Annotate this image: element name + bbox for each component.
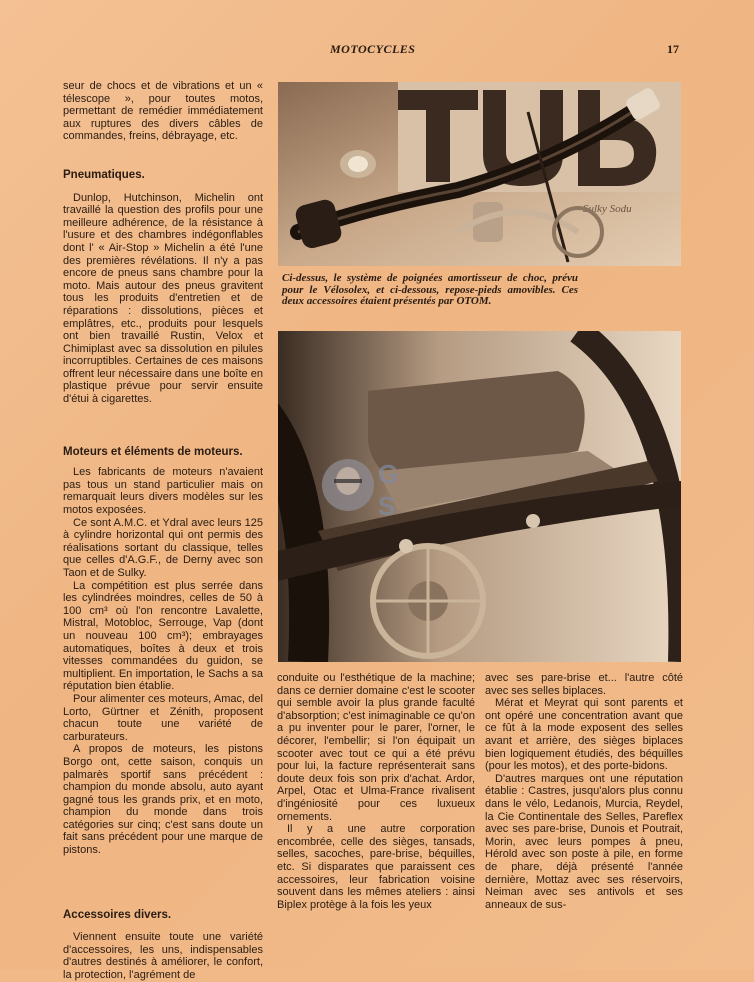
left-column <box>63 80 263 982</box>
collector-stamp <box>320 445 430 525</box>
svg-text:G: G <box>378 459 399 489</box>
paragraph: Dunlop, Hutchinson, Michelin ont travaillé la question des profils pour une meilleure adhérence, de la résistance à l'usure et des chambres indégonflables dont l' « Air-Stop » Michelin a été l'une des premières révélations. Il n'y a pas encore de pneus sans chambre pour la moto. Mais autour des pneus gravitent tous les produits d'entretien et de réparations : dissolutions, pièces et emplâtres, etc., produits pour lesquels ont bien travaillé Rustin, Velox et Chimiplast avec sa dissolution en pilules incorruptibles. Certaines de ces maisons offrent leur nécessaire dans une boîte en plastique prévue pour servir ensuite d'étui à cigarettes. <box>63 191 263 406</box>
intro-paragraph: seur de chocs et de vibrations et un « télescope », pour toutes motos, permettant de remédier immédiatement aux ruptures des divers câbles de commandes, freins, débrayage, etc. <box>63 80 263 143</box>
svg-text:S: S <box>378 491 396 521</box>
paragraph: Il y a une autre corporation encombrée, celle des sièges, tansads, selles, sacoches, pare-brise, béquilles, etc. Si disparates que paraissent ces accessoires, leur fabrication voisine souvent dans les mêmes ateliers : ainsi Biplex protège à la fois les yeux <box>277 823 475 911</box>
section-title-pneumatiques: Pneumatiques. <box>63 168 145 181</box>
paragraph: Les fabricants de moteurs n'avaient pas tous un stand particulier mais on remarquait leurs divers modèles sur les motos exposées. <box>63 466 263 517</box>
handlebar-illustration <box>278 82 681 266</box>
sign-small-text: Sulky Sodu <box>583 203 632 215</box>
middle-column <box>277 672 475 911</box>
photo-handlebar <box>278 82 681 266</box>
paragraph: La compétition est plus serrée dans les cylindrées moindres, celles de 50 à 100 cm³ où l'on rencontre Lavalette, Mistral, Motobloc, Serrouge, Vap (dont un nouveau 100 cm³); embrayages automatiques, boîtes à deux et trois vitesses commandées du guidon, se multiplient. En importation, le Sachs a sa réputation bien établie. <box>63 579 263 693</box>
paragraph: avec ses pare-brise et... l'autre côté avec ses selles biplaces. <box>485 672 683 697</box>
right-column <box>485 672 683 911</box>
paragraph: D'autres marques ont une réputation établie : Castres, jusqu'alors plus connu dans le vélo, Ledanois, Murcia, Reydel, la Cie Continentale des Selles, Pareflex avec ses pare-brise, Dunois et Poutrait, Morin, avec leurs pompes à pneu, Hérold avec son poste à pile, en forme de phare, déjà présenté l'année dernière, Mottaz avec ses réservoirs, Neiman avec ses antivols et ses anneaux de sus- <box>485 772 683 911</box>
paragraph: conduite ou l'esthétique de la machine; dans ce dernier domaine c'est le scooter qui semble avoir la plus grande faculté d'absorption; c'est inimaginable ce qu'on a pu inventer pour le parer, l'orner, le décorer, l'embellir; si l'on équipait un scooter avec tout ce qui a été prévu pour lui, la facture représenterait sans doute deux fois son prix d'achat. Ardor, Arpel, Otac et Ulma-France rivalisent d'ingéniosité pour ces luxueux ornements. <box>277 672 475 823</box>
paragraph: Ce sont A.M.C. et Ydral avec leurs 125 à cylindre horizontal qui ont permis des réalisations sortant du classique, telles que celles d'A.G.F., de Derny avec son Taon et de Sulky. <box>63 516 263 579</box>
paragraph: A propos de moteurs, les pistons Borgo ont, cette saison, conquis un palmarès sportif sans précédent : champion du monde absolu, auto ayant gagné tous les grands prix, et en moto, champion du monde dans trois catégories sur cinq; c'est sans doute un fait sans précédent pour une marque de pistons. <box>63 743 263 857</box>
page-number: 17 <box>667 42 679 56</box>
paragraph: Mérat et Meyrat qui sont parents et ont opéré une concentration avant que ce fût à la mode exposent des selles avant et arrière, des sièges biplaces bien logiquement étudiés, des béquilles (pour les motos), et des porte-bidons. <box>485 697 683 773</box>
paragraph: Pour alimenter ces moteurs, Amac, del Lorto, Gürtner et Zénith, proposent chacun toute une variété de carburateurs. <box>63 692 263 743</box>
section-title-moteurs: Moteurs et éléments de moteurs. <box>63 445 243 458</box>
running-head: MOTOCYCLES <box>330 42 416 56</box>
paragraph: Viennent ensuite toute une variété d'accessoires, les uns, indispensables d'autres destinés à améliorer, le confort, la protection, l'agrément de <box>63 931 263 982</box>
section-title-accessoires: Accessoires divers. <box>63 908 172 921</box>
photo-caption: Ci-dessus, le système de poignées amortisseur de choc, prévu pour le Vélosolex, et ci-dessous, repose-pieds amovibles. Ces deux accessoires étaient présentés par OTOM. <box>282 272 578 308</box>
